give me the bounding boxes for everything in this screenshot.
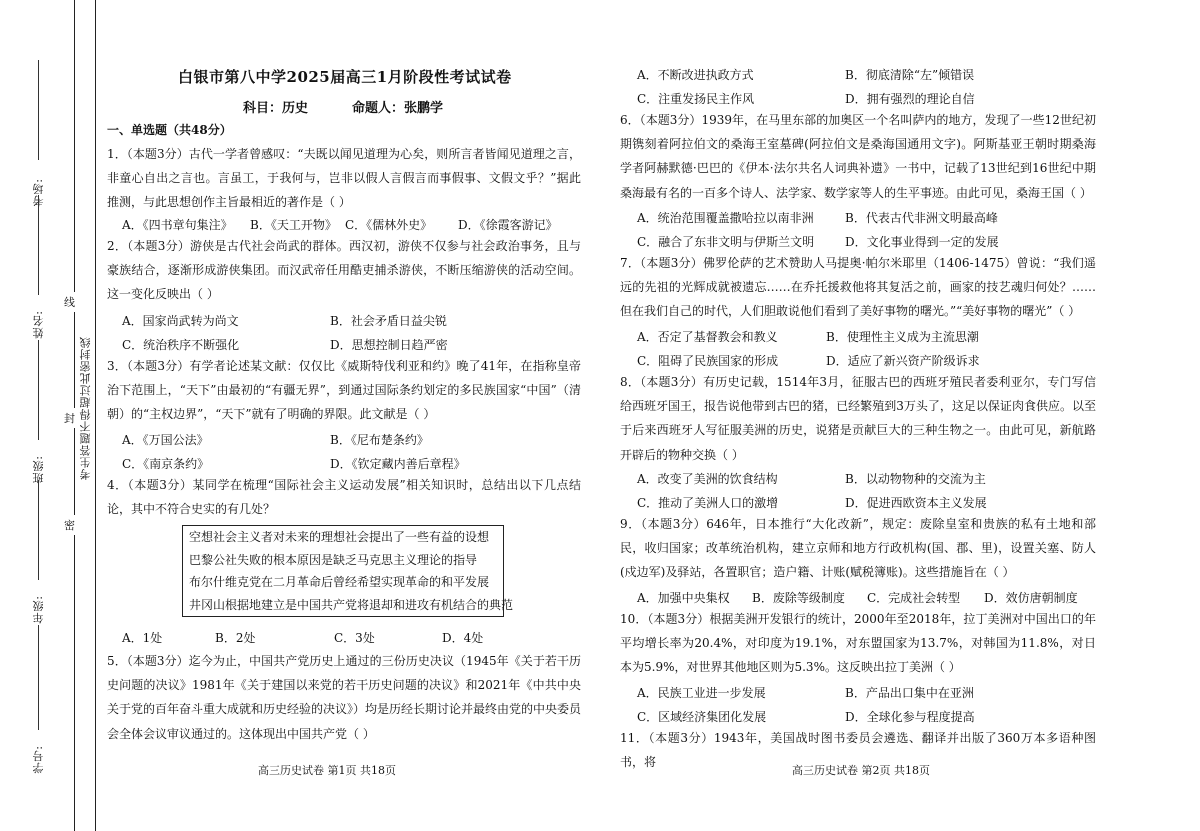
q3-option-d: D．《钦定藏内善后章程》 xyxy=(330,457,466,471)
exam-title: 白银市第八中学2025届高三1月阶段性考试试卷 xyxy=(178,68,512,86)
q2-option-b: B．社会矛盾日益尖锐 xyxy=(330,314,447,328)
q4-option-c: C．3处 xyxy=(334,631,375,645)
q4-statement-box xyxy=(182,525,514,617)
grade-blank[interactable] xyxy=(38,480,39,580)
seal-char-feng: 封 xyxy=(64,408,75,428)
q8-option-c: C．推动了美洲人口的激增 xyxy=(637,496,779,510)
q7-option-c: C．阻碍了民族国家的形成 xyxy=(637,354,779,368)
exam-room-blank[interactable] xyxy=(38,60,39,160)
question-10-stem: 10．（本题3分）根据美洲开发银行的统计，2000年至2018年，拉丁美洲对中国出口的年平均增长率为20.4%，对印度为19.1%，对东盟国家为13.7%，对韩国为11.8%，对日本为5.9%，对世界其他地区则为5.3%。这反映出拉丁美洲（ ） xyxy=(620,612,1096,675)
footer-page-2: 高三历史试卷 第2页 共18页 xyxy=(792,764,930,777)
q4-statement: 空想社会主义者对未来的理想社会提出了一些有益的设想 xyxy=(189,530,490,544)
q4-option-b: B．2处 xyxy=(215,631,256,645)
question-8-stem: 8．（本题3分）有历史记载，1514年3月，征服古巴的西班牙殖民者委利亚尔，专门写信给西班牙国王，报告说他带到古巴的猪，已经繁殖到3万头了，这足以保证肉食供应。以至于后来西班牙人写征服美洲的历史，说猪是贡献巨大的三种生物之一。由此可见，新航路开辟后的物种交换（ ） xyxy=(620,375,1096,462)
q1-option-c: C．《儒林外史》 xyxy=(345,218,433,232)
q6-option-d: D．文化事业得到一定的发展 xyxy=(845,235,999,249)
footer-page-1: 高三历史试卷 第1页 共18页 xyxy=(258,764,396,777)
grade-label: 年级: xyxy=(32,595,45,624)
seal-notice: 考生答题不得超过此密封线 xyxy=(79,336,92,480)
section-heading: 一、单选题（共48分） xyxy=(107,123,232,137)
exam-author: 命题人：张鹏学 xyxy=(352,101,444,116)
q4-statement: 井冈山根据地建立是中国共产党将退却和进攻有机结合的典范 xyxy=(189,597,514,612)
name-label: 姓名: xyxy=(32,310,45,339)
q8-option-d: D．促进西欧资本主义发展 xyxy=(845,496,987,510)
q2-option-c: C．统治秩序不断强化 xyxy=(122,338,240,352)
class-blank[interactable] xyxy=(38,340,39,440)
q1-option-d: D．《徐霞客游记》 xyxy=(458,218,558,232)
exam-room-label: 考场: xyxy=(32,178,45,207)
q2-option-a: A．国家尚武转为尚文 xyxy=(122,314,239,328)
q8-option-a: A．改变了美洲的饮食结构 xyxy=(637,472,778,486)
q7-option-b: B．使理性主义成为主流思潮 xyxy=(826,330,979,344)
q7-option-d: D．适应了新兴资产阶级诉求 xyxy=(826,354,980,368)
q7-option-a: A．否定了基督教会和教义 xyxy=(637,330,778,344)
q3-option-c: C．《南京条约》 xyxy=(122,457,210,471)
q4-statement: 布尔什维克党在二月革命后曾经希望实现革命的和平发展 xyxy=(189,575,490,589)
q8-option-b: B．以动物物种的交流为主 xyxy=(845,472,986,486)
class-label: 班级: xyxy=(32,455,45,484)
q5-option-a: A．不断改进执政方式 xyxy=(637,68,754,82)
q9-option-d: D．效仿唐朝制度 xyxy=(984,591,1078,605)
q5-option-c: C．注重发扬民主作风 xyxy=(637,92,755,106)
q3-option-a: A．《万国公法》 xyxy=(122,433,209,447)
question-5-stem: 5．（本题3分）迄今为止，中国共产党历史上通过的三份历史决议（1945年《关于若干历史问题的决议》1981年《关于建国以来党的若干历史问题的决议》和2021年《中共中央关于党的百年奋斗重大成就和历史经验的决议》）均是历经长期讨论并最终由党的中央委员会全体会议审议通过的。这体现出中国共产党（ ） xyxy=(107,654,582,741)
question-7-stem: 7．（本题3分）佛罗伦萨的艺术赞助人马提奥·帕尔米耶里（1406-1475）曾说：“我们遥远的先祖的光辉成就被遗忘……在乔托援救他将其复活之前，画家的技艺魂归何处？……但在我们自己的时代，人们胆敢说他们看到了美好事物的曙光。”“美好事物的曙光”（ ） xyxy=(620,256,1096,319)
question-6-stem: 6．（本题3分）1939年，在马里东部的加奥区一个名叫萨内的地方，发现了一些12世纪初期镌刻着阿拉伯文的桑海王室墓碑(阿拉伯文是桑海国通用文字)。阿斯基亚王朝时期桑海学者阿赫默德·巴巴的《伊本·法尔共名人词典补遗》一书中，记载了13世纪到16世纪中期桑海最有名的一百多个诗人、法学家、数学家等人的生平事迹。由此可见，桑海王国（ ） xyxy=(620,113,1096,200)
q10-option-b: B．产品出口集中在亚洲 xyxy=(845,686,974,700)
q4-option-a: A．1处 xyxy=(122,631,163,645)
q9-option-c: C．完成社会转型 xyxy=(867,591,961,605)
q10-option-a: A．民族工业进一步发展 xyxy=(637,686,766,700)
student-id-blank[interactable] xyxy=(38,625,39,730)
question-3-stem: 3．（本题3分）有学者论述某文献：仅仅比《威斯特伐利亚和约》晚了41年，在指称皇帝治下范围上，“天下”由最初的“有疆无界”，到通过国际条约划定的多民族国家“中国”（清朝）的“主权边界”，“天下”就有了明确的界限。此文献是（ ） xyxy=(107,359,581,422)
question-9-stem: 9．（本题3分）646年，日本推行“大化改新”，规定：废除皇室和贵族的私有土地和部民，收归国家；改革统治机构，建立京师和地方行政机构(国、郡、里)，设置关塞、防人(戍边军)及驿站，各置职官；造户籍、计账(赋税簿账)。这些措施旨在（ ） xyxy=(620,517,1096,580)
q2-option-d: D．思想控制日趋严密 xyxy=(330,338,448,352)
exam-subject: 科目：历史 xyxy=(243,101,309,116)
q10-option-c: C．区域经济集团化发展 xyxy=(637,710,767,724)
name-blank[interactable] xyxy=(38,195,39,295)
q6-option-a: A．统治范围覆盖撒哈拉以南非洲 xyxy=(637,211,814,225)
question-2-stem: 2．（本题3分）游侠是古代社会尚武的群体。西汉初，游侠不仅参与社会政治事务，且与豪族结合，逐渐形成游侠集团。而汉武帝任用酷吏捕杀游侠，不断压缩游侠的活动空间。这一变化反映出（ ） xyxy=(107,239,581,302)
question-4-stem: 4．（本题3分）某同学在梳理“国际社会主义运动发展”相关知识时，总结出以下几点结论，其中不符合史实的有几处？ xyxy=(107,478,581,517)
q9-option-a: A．加强中央集权 xyxy=(637,591,730,605)
q1-option-a: A．《四书章句集注》 xyxy=(122,218,233,232)
binding-margin xyxy=(0,0,96,831)
seal-char-xian: 线 xyxy=(64,292,75,312)
q1-option-b: B．《天工开物》 xyxy=(250,218,337,232)
question-1-stem: 1．（本题3分）古代一学者曾感叹：“夫既以闻见道理为心矣，则所言者皆闻见道理之言，非童心自出之言也。言虽工，于我何与，岂非以假人言假言而事假事、文假文乎？”据此推测，与此思想创作主旨最相近的著作是（ ） xyxy=(107,147,581,210)
margin-border xyxy=(95,0,96,831)
q4-statement: 巴黎公社失败的根本原因是缺乏马克思主义理论的指导 xyxy=(189,552,478,567)
q9-option-b: B．废除等级制度 xyxy=(752,591,845,605)
question-11-stem: 11．（本题3分）1943年，美国战时图书委员会遴选、翻译并出版了360万本多语种图书，将 xyxy=(620,731,1096,770)
q4-option-d: D．4处 xyxy=(442,631,484,645)
q10-option-d: D．全球化参与程度提高 xyxy=(845,710,975,724)
q6-option-b: B．代表古代非洲文明最高峰 xyxy=(845,211,998,225)
q5-option-b: B．彻底清除“左”倾错误 xyxy=(845,68,975,82)
q3-option-b: B．《尼布楚条约》 xyxy=(330,433,429,447)
q6-option-c: C．融合了东非文明与伊斯兰文明 xyxy=(637,235,815,249)
q5-option-d: D．拥有强烈的理论自信 xyxy=(845,92,975,106)
seal-char-mi: 密 xyxy=(64,515,75,535)
student-id-label: 学号: xyxy=(32,745,45,774)
